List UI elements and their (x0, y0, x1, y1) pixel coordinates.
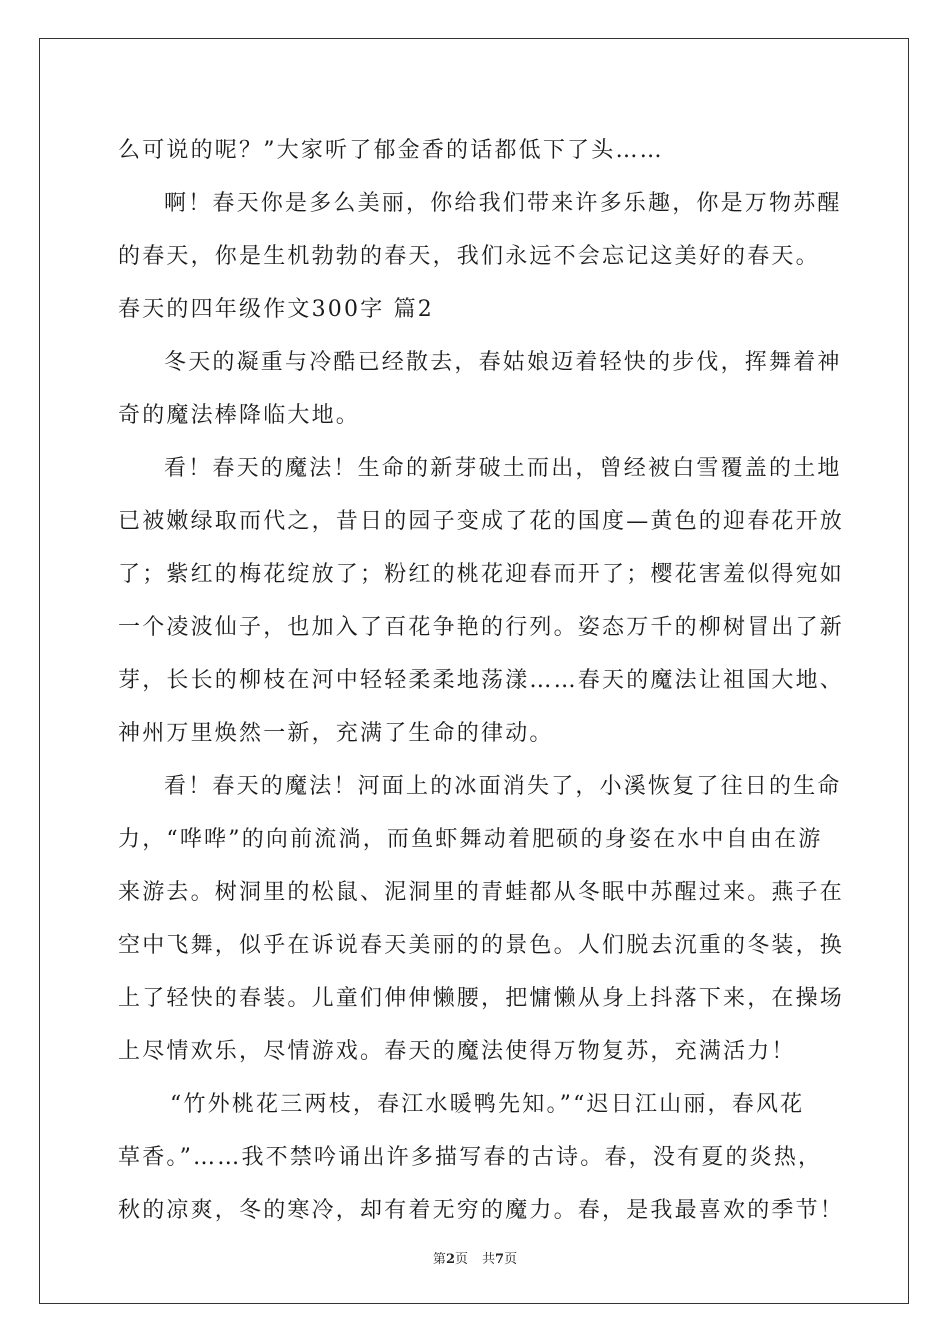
page-total: 7 (495, 1252, 505, 1267)
page-current: 2 (445, 1252, 455, 1267)
text-line: 力，“哗哗”的向前流淌，而鱼虾舞动着肥硕的身姿在水中自由在游 (118, 827, 823, 852)
text-line: 上尽情欢乐，尽情游戏。春天的魔法使得万物复苏，充满活力！ (118, 1039, 796, 1064)
paragraph-start: “竹外桃花三两枝，春江水暖鸭先知。”“迟日江山丽，春风花 (170, 1092, 805, 1117)
paragraph-start: 冬天的凝重与冷酷已经散去，春姑娘迈着轻快的步伐，挥舞着神 (164, 350, 842, 375)
text-line: 神州万里焕然一新，充满了生命的律动。 (118, 721, 554, 746)
text-line: 了；紫红的梅花绽放了；粉红的桃花迎春而开了；樱花害羞似得宛如 (118, 562, 845, 587)
text-line: 上了轻快的春装。儿童们伸伸懒腰，把慵懒从身上抖落下来，在操场 (118, 986, 845, 1011)
text-line: 空中飞舞，似乎在诉说春天美丽的的景色。人们脱去沉重的冬装，换 (118, 933, 845, 958)
text-line: 芽，长长的柳枝在河中轻轻柔柔地荡漾……春天的魔法让祖国大地、 (118, 668, 845, 693)
text-line: 秋的凉爽，冬的寒冷，却有着无穷的魔力。春，是我最喜欢的季节！ (118, 1198, 845, 1223)
text-line: 么可说的呢？”大家听了郁金香的话都低下了头…… (118, 138, 664, 163)
text-line: 已被嫩绿取而代之，昔日的园子变成了花的国度—黄色的迎春花开放 (118, 509, 845, 534)
total-suffix: 页 (504, 1252, 518, 1267)
section-heading: 春天的四年级作文300字 篇2 (118, 297, 434, 322)
page-footer (0, 1248, 950, 1267)
total-prefix: 共 (482, 1252, 496, 1267)
page-prefix: 第 (432, 1252, 446, 1267)
document-body (118, 124, 845, 1237)
paragraph-start: 啊！春天你是多么美丽，你给我们带来许多乐趣，你是万物苏醒 (164, 191, 842, 216)
paragraph-start: 看！春天的魔法！河面上的冰面消失了，小溪恢复了往日的生命 (164, 774, 842, 799)
text-line: 的春天，你是生机勃勃的春天，我们永远不会忘记这美好的春天。 (118, 244, 820, 269)
text-line: 奇的魔法棒降临大地。 (118, 403, 361, 428)
text-line: 一个凌波仙子，也加入了百花争艳的行列。姿态万千的柳树冒出了新 (118, 615, 845, 640)
text-line: 草香。”……我不禁吟诵出许多描写春的古诗。春，没有夏的炎热， (118, 1145, 823, 1170)
page-suffix: 页 (454, 1252, 468, 1267)
paragraph-start: 看！春天的魔法！生命的新芽破土而出，曾经被白雪覆盖的土地 (164, 456, 842, 481)
text-line: 来游去。树洞里的松鼠、泥洞里的青蛙都从冬眠中苏醒过来。燕子在 (118, 880, 845, 905)
